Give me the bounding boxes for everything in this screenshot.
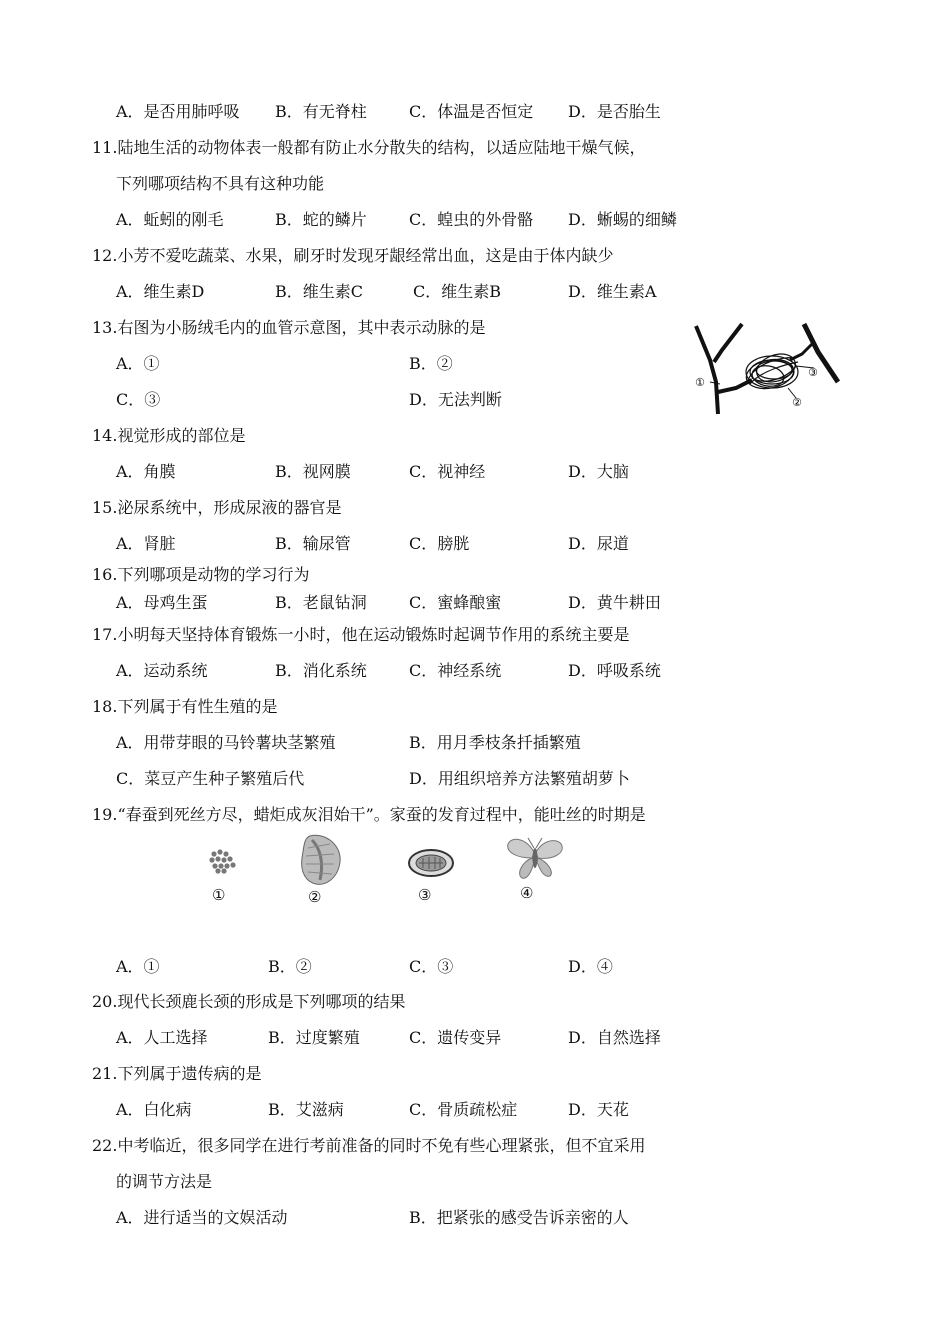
q18-option-d: D．用组织培养方法繁殖胡萝卜 [409, 769, 630, 788]
q21-option-d: D．天花 [568, 1100, 629, 1119]
q18-stem: 18.下列属于有性生殖的是 [92, 697, 278, 716]
q22-option-b: B．把紧张的感受告诉亲密的人 [409, 1208, 629, 1227]
q12-option-a: A．维生素D [116, 282, 205, 301]
q10-option-d: D．是否胎生 [568, 102, 661, 121]
q11-option-a: A．蚯蚓的刚毛 [116, 210, 224, 229]
q19-option-c: C．③ [409, 957, 454, 976]
fig19-label-1: ① [212, 886, 226, 904]
q20-option-d: D．自然选择 [568, 1028, 661, 1047]
q21-option-b: B．艾滋病 [268, 1100, 344, 1119]
q21-option-a: A．白化病 [116, 1100, 192, 1119]
q17-stem: 17.小明每天坚持体育锻炼一小时，他在运动锻炼时起调节作用的系统主要是 [92, 625, 630, 644]
silkworm-pupa-icon [407, 848, 455, 878]
q22-stem-line2: 的调节方法是 [116, 1172, 213, 1191]
q15-stem: 15.泌尿系统中，形成尿液的器官是 [92, 498, 342, 517]
q12-option-b: B．维生素C [275, 282, 364, 301]
q11-option-d: D．蜥蜴的细鳞 [568, 210, 677, 229]
fig19-label-4: ④ [520, 884, 534, 902]
fig13-label-3: ③ [808, 366, 818, 379]
q16-option-c: C．蜜蜂酿蜜 [409, 593, 502, 612]
q10-option-a: A．是否用肺呼吸 [116, 102, 240, 121]
q17-option-a: A．运动系统 [116, 661, 208, 680]
q14-option-c: C．视神经 [409, 462, 486, 481]
q19-stem: 19.“春蚕到死丝方尽，蜡炬成灰泪始干”。家蚕的发育过程中，能吐丝的时期是 [92, 805, 646, 824]
fig13-label-1: ① [695, 376, 705, 389]
q15-option-a: A．肾脏 [116, 534, 176, 553]
villus-blood-vessel-figure [692, 322, 840, 416]
q14-option-a: A．角膜 [116, 462, 176, 481]
q10-option-c: C．体温是否恒定 [409, 102, 534, 121]
q14-stem: 14.视觉形成的部位是 [92, 426, 246, 445]
q16-option-b: B．老鼠钻洞 [275, 593, 367, 612]
q20-option-c: C．遗传变异 [409, 1028, 502, 1047]
q17-option-c: C．神经系统 [409, 661, 502, 680]
q12-stem: 12.小芳不爱吃蔬菜、水果，刷牙时发现牙龈经常出血，这是由于体内缺少 [92, 246, 614, 265]
q20-option-a: A．人工选择 [116, 1028, 208, 1047]
q17-option-b: B．消化系统 [275, 661, 367, 680]
q22-stem-line1: 22.中考临近，很多同学在进行考前准备的同时不免有些心理紧张，但不宜采用 [92, 1136, 646, 1155]
q19-option-d: D．④ [568, 957, 613, 976]
q11-option-c: C．蝗虫的外骨骼 [409, 210, 534, 229]
silkworm-moth-icon [504, 834, 566, 882]
q21-stem: 21.下列属于遗传病的是 [92, 1064, 262, 1083]
q16-option-a: A．母鸡生蛋 [116, 593, 208, 612]
q18-option-b: B．用月季枝条扦插繁殖 [409, 733, 581, 752]
q15-option-b: B．输尿管 [275, 534, 351, 553]
q18-option-c: C．菜豆产生种子繁殖后代 [116, 769, 305, 788]
q12-option-c: C．维生素B [413, 282, 502, 301]
q12-option-d: D．维生素A [568, 282, 657, 301]
fig19-label-2: ② [308, 888, 322, 906]
silkworm-larva-icon [296, 832, 346, 888]
q15-option-d: D．尿道 [568, 534, 629, 553]
q14-option-b: B．视网膜 [275, 462, 351, 481]
silkworm-egg-icon [206, 846, 238, 876]
q14-option-d: D．大脑 [568, 462, 629, 481]
q13-stem: 13.右图为小肠绒毛内的血管示意图，其中表示动脉的是 [92, 318, 486, 337]
q13-option-d: D．无法判断 [409, 390, 502, 409]
q22-option-a: A．进行适当的文娱活动 [116, 1208, 288, 1227]
fig13-label-2: ② [792, 396, 802, 409]
q13-option-b: B．② [409, 354, 453, 373]
q19-option-b: B．② [268, 957, 312, 976]
q20-option-b: B．过度繁殖 [268, 1028, 360, 1047]
q21-option-c: C．骨质疏松症 [409, 1100, 518, 1119]
q16-option-d: D．黄牛耕田 [568, 593, 661, 612]
q13-option-c: C．③ [116, 390, 161, 409]
q19-option-a: A．① [116, 957, 160, 976]
fig19-label-3: ③ [418, 886, 432, 904]
q13-option-a: A．① [116, 354, 160, 373]
q11-stem-line1: 11.陆地生活的动物体表一般都有防止水分散失的结构，以适应陆地干燥气候， [92, 138, 646, 157]
q11-stem-line2: 下列哪项结构不具有这种功能 [116, 174, 325, 193]
q10-option-b: B．有无脊柱 [275, 102, 367, 121]
q11-option-b: B．蛇的鳞片 [275, 210, 367, 229]
q17-option-d: D．呼吸系统 [568, 661, 661, 680]
q16-stem: 16.下列哪项是动物的学习行为 [92, 565, 310, 584]
q18-option-a: A．用带芽眼的马铃薯块茎繁殖 [116, 733, 336, 752]
q15-option-c: C．膀胱 [409, 534, 470, 553]
q20-stem: 20.现代长颈鹿长颈的形成是下列哪项的结果 [92, 992, 406, 1011]
